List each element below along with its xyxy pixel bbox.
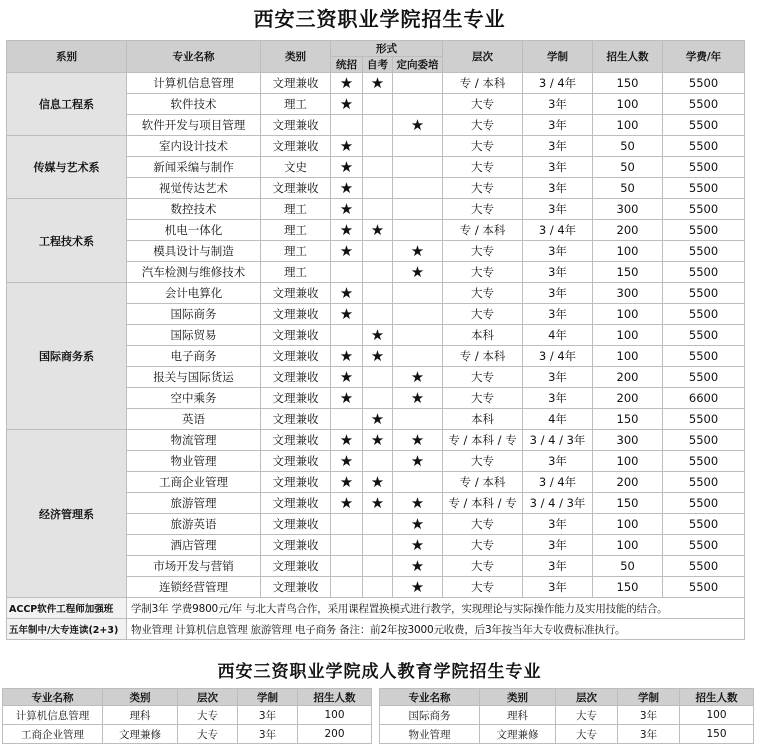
adult-level: 大专: [556, 706, 618, 725]
enrollment: 100: [593, 325, 663, 346]
tuition: 5500: [663, 115, 745, 136]
form-tongzhao-star: ★: [331, 451, 363, 472]
duration: 3年: [523, 367, 593, 388]
duration: 4年: [523, 409, 593, 430]
tuition: 5500: [663, 535, 745, 556]
duration: 3年: [523, 304, 593, 325]
form-tongzhao-star: ★: [331, 346, 363, 367]
duration: 3年: [523, 136, 593, 157]
level: 大专: [443, 115, 523, 136]
level: 大专: [443, 241, 523, 262]
category: 文理兼收: [261, 283, 331, 304]
enrollment: 50: [593, 556, 663, 577]
dept-name: 工程技术系: [7, 199, 127, 283]
level: 大专: [443, 304, 523, 325]
enrollment: 100: [593, 451, 663, 472]
form-zikao-star: ★: [363, 493, 393, 514]
major-name: 报关与国际货运: [127, 367, 261, 388]
form-zikao-star: [363, 115, 393, 136]
form-tongzhao-star: ★: [331, 283, 363, 304]
adult-major: 物业管理: [380, 725, 480, 744]
tuition: 5500: [663, 367, 745, 388]
form-zikao-star: [363, 304, 393, 325]
enrollment: 100: [593, 346, 663, 367]
tuition: 5500: [663, 409, 745, 430]
form-zikao-star: [363, 157, 393, 178]
adult-level: 大专: [178, 725, 238, 744]
tuition: 5500: [663, 199, 745, 220]
category: 文理兼收: [261, 409, 331, 430]
category: 文理兼收: [261, 346, 331, 367]
adult-table-left-body: [3, 706, 372, 744]
adult-category: 文理兼修: [480, 725, 556, 744]
adult-category: 文理兼修: [103, 725, 178, 744]
major-name: 会计电算化: [127, 283, 261, 304]
adult-row: [3, 725, 372, 744]
enrollment: 50: [593, 178, 663, 199]
category: 文理兼收: [261, 304, 331, 325]
major-name: 物流管理: [127, 430, 261, 451]
form-dingxiang-star: [393, 73, 443, 94]
form-tongzhao-star: [331, 115, 363, 136]
level: 专 / 本科: [443, 346, 523, 367]
form-dingxiang-star: ★: [393, 388, 443, 409]
duration: 4年: [523, 325, 593, 346]
adult-table-right-body: [380, 706, 754, 744]
category: 文理兼收: [261, 73, 331, 94]
adult-header-enrollment: 招生人数: [298, 689, 372, 706]
adult-table-left: [2, 688, 372, 744]
header-form-zikao: 自考: [363, 57, 393, 73]
form-tongzhao-star: ★: [331, 94, 363, 115]
level: 大专: [443, 262, 523, 283]
header-tuition: 学费/年: [663, 41, 745, 73]
enrollment: 200: [593, 388, 663, 409]
duration: 3年: [523, 577, 593, 598]
major-name: 工商企业管理: [127, 472, 261, 493]
category: 文理兼收: [261, 367, 331, 388]
category: 文理兼收: [261, 325, 331, 346]
major-name: 汽车检测与维修技术: [127, 262, 261, 283]
tuition: 5500: [663, 73, 745, 94]
duration: 3年: [523, 157, 593, 178]
form-dingxiang-star: [393, 94, 443, 115]
adult-duration: 3年: [238, 725, 298, 744]
category: 理工: [261, 241, 331, 262]
tuition: 5500: [663, 577, 745, 598]
tuition: 5500: [663, 220, 745, 241]
adult-header-enrollment: 招生人数: [680, 689, 754, 706]
major-name: 国际贸易: [127, 325, 261, 346]
adult-header-major: 专业名称: [3, 689, 103, 706]
major-name: 市场开发与营销: [127, 556, 261, 577]
form-tongzhao-star: ★: [331, 178, 363, 199]
header-major: 专业名称: [127, 41, 261, 73]
category: 理工: [261, 262, 331, 283]
form-zikao-star: [363, 178, 393, 199]
form-dingxiang-star: ★: [393, 493, 443, 514]
header-form-dingxiang: 定向委培: [393, 57, 443, 73]
adult-section-title: 西安三资职业学院成人教育学院招生专业: [217, 662, 542, 682]
duration: 3 / 4年: [523, 346, 593, 367]
major-name: 旅游管理: [127, 493, 261, 514]
enrollment: 200: [593, 472, 663, 493]
form-dingxiang-star: [393, 325, 443, 346]
duration: 3年: [523, 94, 593, 115]
adult-enrollment: 100: [298, 706, 372, 725]
form-zikao-star: [363, 556, 393, 577]
form-tongzhao-star: [331, 262, 363, 283]
enrollment: 100: [593, 535, 663, 556]
form-zikao-star: [363, 136, 393, 157]
form-zikao-star: [363, 94, 393, 115]
form-zikao-star: [363, 367, 393, 388]
adult-table-right: [379, 688, 754, 744]
form-tongzhao-star: ★: [331, 388, 363, 409]
form-dingxiang-star: ★: [393, 535, 443, 556]
level: 大专: [443, 556, 523, 577]
level: 大专: [443, 514, 523, 535]
category: 文理兼收: [261, 136, 331, 157]
tuition: 5500: [663, 556, 745, 577]
major-name: 模具设计与制造: [127, 241, 261, 262]
major-name: 视觉传达艺术: [127, 178, 261, 199]
form-zikao-star: ★: [363, 409, 393, 430]
category: 文史: [261, 157, 331, 178]
enrollment: 100: [593, 94, 663, 115]
form-dingxiang-star: ★: [393, 577, 443, 598]
tuition: 5500: [663, 283, 745, 304]
level: 大专: [443, 157, 523, 178]
category: 文理兼收: [261, 451, 331, 472]
adult-category: 理科: [480, 706, 556, 725]
duration: 3 / 4年: [523, 220, 593, 241]
form-dingxiang-star: ★: [393, 430, 443, 451]
form-tongzhao-star: ★: [331, 493, 363, 514]
duration: 3年: [523, 262, 593, 283]
form-dingxiang-star: [393, 157, 443, 178]
tuition: 5500: [663, 157, 745, 178]
form-dingxiang-star: [393, 346, 443, 367]
tuition: 5500: [663, 241, 745, 262]
enrollment: 150: [593, 73, 663, 94]
tuition: 5500: [663, 430, 745, 451]
form-tongzhao-star: ★: [331, 136, 363, 157]
form-dingxiang-star: [393, 220, 443, 241]
enrollment: 300: [593, 430, 663, 451]
category: 文理兼收: [261, 115, 331, 136]
major-name: 连锁经营管理: [127, 577, 261, 598]
form-tongzhao-star: ★: [331, 367, 363, 388]
category: 文理兼收: [261, 535, 331, 556]
tuition: 5500: [663, 325, 745, 346]
major-name: 软件开发与项目管理: [127, 115, 261, 136]
enrollment: 100: [593, 241, 663, 262]
level: 专 / 本科: [443, 220, 523, 241]
category: 文理兼收: [261, 514, 331, 535]
duration: 3年: [523, 535, 593, 556]
adult-duration: 3年: [238, 706, 298, 725]
tuition: 5500: [663, 493, 745, 514]
form-tongzhao-star: ★: [331, 430, 363, 451]
enrollment-table-body: [7, 73, 745, 598]
category: 理工: [261, 94, 331, 115]
adult-enrollment: 100: [680, 706, 754, 725]
category: 文理兼收: [261, 493, 331, 514]
adult-level: 大专: [178, 706, 238, 725]
level: 专 / 本科 / 专: [443, 430, 523, 451]
adult-header-category: 类别: [480, 689, 556, 706]
form-zikao-star: [363, 451, 393, 472]
level: 大专: [443, 136, 523, 157]
duration: 3年: [523, 283, 593, 304]
form-tongzhao-star: ★: [331, 199, 363, 220]
table-row: [7, 430, 745, 451]
adult-row: [3, 706, 372, 725]
level: 大专: [443, 577, 523, 598]
form-zikao-star: [363, 535, 393, 556]
major-name: 软件技术: [127, 94, 261, 115]
note-text-five-year: 物业管理 计算机信息管理 旅游管理 电子商务 备注：前2年按3000元收费，后3年按当年大专收费标准执行。: [127, 619, 745, 640]
adult-header-duration: 学制: [238, 689, 298, 706]
tuition: 5500: [663, 136, 745, 157]
table-row: [7, 283, 745, 304]
adult-header-category: 类别: [103, 689, 178, 706]
category: 文理兼收: [261, 178, 331, 199]
form-dingxiang-star: [393, 304, 443, 325]
header-level: 层次: [443, 41, 523, 73]
enrollment: 100: [593, 514, 663, 535]
category: 文理兼收: [261, 388, 331, 409]
form-dingxiang-star: [393, 283, 443, 304]
header-form: 形式: [331, 41, 443, 57]
form-zikao-star: [363, 514, 393, 535]
level: 大专: [443, 388, 523, 409]
form-zikao-star: ★: [363, 325, 393, 346]
enrollment: 50: [593, 136, 663, 157]
dept-name: 信息工程系: [7, 73, 127, 136]
enrollment: 150: [593, 262, 663, 283]
form-zikao-star: [363, 199, 393, 220]
major-name: 室内设计技术: [127, 136, 261, 157]
duration: 3年: [523, 556, 593, 577]
tuition: 5500: [663, 304, 745, 325]
level: 大专: [443, 283, 523, 304]
form-tongzhao-star: [331, 577, 363, 598]
dept-name: 国际商务系: [7, 283, 127, 430]
form-zikao-star: [363, 388, 393, 409]
tuition: 5500: [663, 346, 745, 367]
category: 理工: [261, 199, 331, 220]
note-label-accp: ACCP软件工程师加强班: [7, 598, 127, 619]
level: 本科: [443, 325, 523, 346]
level: 专 / 本科: [443, 472, 523, 493]
major-name: 旅游英语: [127, 514, 261, 535]
duration: 3年: [523, 178, 593, 199]
form-tongzhao-star: ★: [331, 241, 363, 262]
form-dingxiang-star: [393, 472, 443, 493]
level: 大专: [443, 94, 523, 115]
adult-header-duration: 学制: [618, 689, 680, 706]
adult-enrollment: 200: [298, 725, 372, 744]
form-dingxiang-star: ★: [393, 451, 443, 472]
level: 专 / 本科: [443, 73, 523, 94]
level: 大专: [443, 535, 523, 556]
header-enrollment: 招生人数: [593, 41, 663, 73]
form-tongzhao-star: [331, 556, 363, 577]
form-dingxiang-star: ★: [393, 367, 443, 388]
adult-duration: 3年: [618, 725, 680, 744]
adult-header-major: 专业名称: [380, 689, 480, 706]
form-tongzhao-star: [331, 325, 363, 346]
form-tongzhao-star: ★: [331, 304, 363, 325]
dept-name: 传媒与艺术系: [7, 136, 127, 199]
enrollment: 150: [593, 493, 663, 514]
duration: 3 / 4年: [523, 472, 593, 493]
adult-category: 理科: [103, 706, 178, 725]
category: 理工: [261, 220, 331, 241]
duration: 3年: [523, 451, 593, 472]
form-dingxiang-star: ★: [393, 262, 443, 283]
form-tongzhao-star: [331, 514, 363, 535]
form-dingxiang-star: ★: [393, 556, 443, 577]
note-label-five-year: 五年制中/大专连读(2+3): [7, 619, 127, 640]
form-dingxiang-star: [393, 409, 443, 430]
adult-enrollment: 150: [680, 725, 754, 744]
adult-header-level: 层次: [178, 689, 238, 706]
header-category: 类别: [261, 41, 331, 73]
major-name: 物业管理: [127, 451, 261, 472]
header-duration: 学制: [523, 41, 593, 73]
adult-header-level: 层次: [556, 689, 618, 706]
duration: 3 / 4 / 3年: [523, 493, 593, 514]
adult-row: [380, 706, 754, 725]
table-row: [7, 73, 745, 94]
major-name: 国际商务: [127, 304, 261, 325]
form-tongzhao-star: ★: [331, 220, 363, 241]
form-dingxiang-star: [393, 136, 443, 157]
duration: 3 / 4 / 3年: [523, 430, 593, 451]
form-dingxiang-star: [393, 199, 443, 220]
duration: 3年: [523, 514, 593, 535]
major-name: 英语: [127, 409, 261, 430]
adult-major: 工商企业管理: [3, 725, 103, 744]
enrollment: 150: [593, 577, 663, 598]
dept-name: 经济管理系: [7, 430, 127, 598]
adult-major: 计算机信息管理: [3, 706, 103, 725]
category: 文理兼收: [261, 556, 331, 577]
enrollment: 300: [593, 283, 663, 304]
form-tongzhao-star: [331, 409, 363, 430]
level: 大专: [443, 199, 523, 220]
form-zikao-star: [363, 577, 393, 598]
major-name: 空中乘务: [127, 388, 261, 409]
form-zikao-star: ★: [363, 346, 393, 367]
duration: 3年: [523, 115, 593, 136]
level: 大专: [443, 178, 523, 199]
adult-duration: 3年: [618, 706, 680, 725]
form-zikao-star: [363, 262, 393, 283]
level: 大专: [443, 367, 523, 388]
major-name: 机电一体化: [127, 220, 261, 241]
tuition: 5500: [663, 451, 745, 472]
form-tongzhao-star: ★: [331, 73, 363, 94]
form-zikao-star: [363, 241, 393, 262]
form-zikao-star: [363, 283, 393, 304]
duration: 3年: [523, 241, 593, 262]
table-row: [7, 199, 745, 220]
enrollment: 200: [593, 367, 663, 388]
header-form-tongzhao: 统招: [331, 57, 363, 73]
major-name: 计算机信息管理: [127, 73, 261, 94]
level: 本科: [443, 409, 523, 430]
form-zikao-star: ★: [363, 73, 393, 94]
duration: 3年: [523, 199, 593, 220]
form-dingxiang-star: [393, 178, 443, 199]
header-dept: 系别: [7, 41, 127, 73]
enrollment: 200: [593, 220, 663, 241]
category: 文理兼收: [261, 430, 331, 451]
form-zikao-star: ★: [363, 430, 393, 451]
form-zikao-star: ★: [363, 472, 393, 493]
tuition: 5500: [663, 514, 745, 535]
form-dingxiang-star: ★: [393, 115, 443, 136]
enrollment: 300: [593, 199, 663, 220]
major-name: 数控技术: [127, 199, 261, 220]
category: 文理兼收: [261, 577, 331, 598]
enrollment-table: [6, 40, 745, 640]
duration: 3 / 4年: [523, 73, 593, 94]
form-tongzhao-star: ★: [331, 472, 363, 493]
enrollment: 150: [593, 409, 663, 430]
level: 大专: [443, 451, 523, 472]
level: 专 / 本科 / 专: [443, 493, 523, 514]
enrollment: 100: [593, 115, 663, 136]
adult-level: 大专: [556, 725, 618, 744]
tuition: 5500: [663, 178, 745, 199]
tuition: 6600: [663, 388, 745, 409]
table-row: [7, 136, 745, 157]
form-tongzhao-star: ★: [331, 157, 363, 178]
tuition: 5500: [663, 94, 745, 115]
major-name: 新闻采编与制作: [127, 157, 261, 178]
form-tongzhao-star: [331, 535, 363, 556]
category: 文理兼收: [261, 472, 331, 493]
adult-row: [380, 725, 754, 744]
enrollment: 50: [593, 157, 663, 178]
tuition: 5500: [663, 472, 745, 493]
tuition: 5500: [663, 262, 745, 283]
major-name: 电子商务: [127, 346, 261, 367]
form-dingxiang-star: ★: [393, 514, 443, 535]
note-text-accp: 学制3年 学费9800元/年 与北大青鸟合作，采用课程置换模式进行教学，实现理论与实际操作能力及实用技能的结合。: [127, 598, 745, 619]
page-title: 西安三资职业学院招生专业: [253, 7, 506, 31]
major-name: 酒店管理: [127, 535, 261, 556]
form-dingxiang-star: ★: [393, 241, 443, 262]
enrollment: 100: [593, 304, 663, 325]
form-zikao-star: ★: [363, 220, 393, 241]
adult-major: 国际商务: [380, 706, 480, 725]
duration: 3年: [523, 388, 593, 409]
